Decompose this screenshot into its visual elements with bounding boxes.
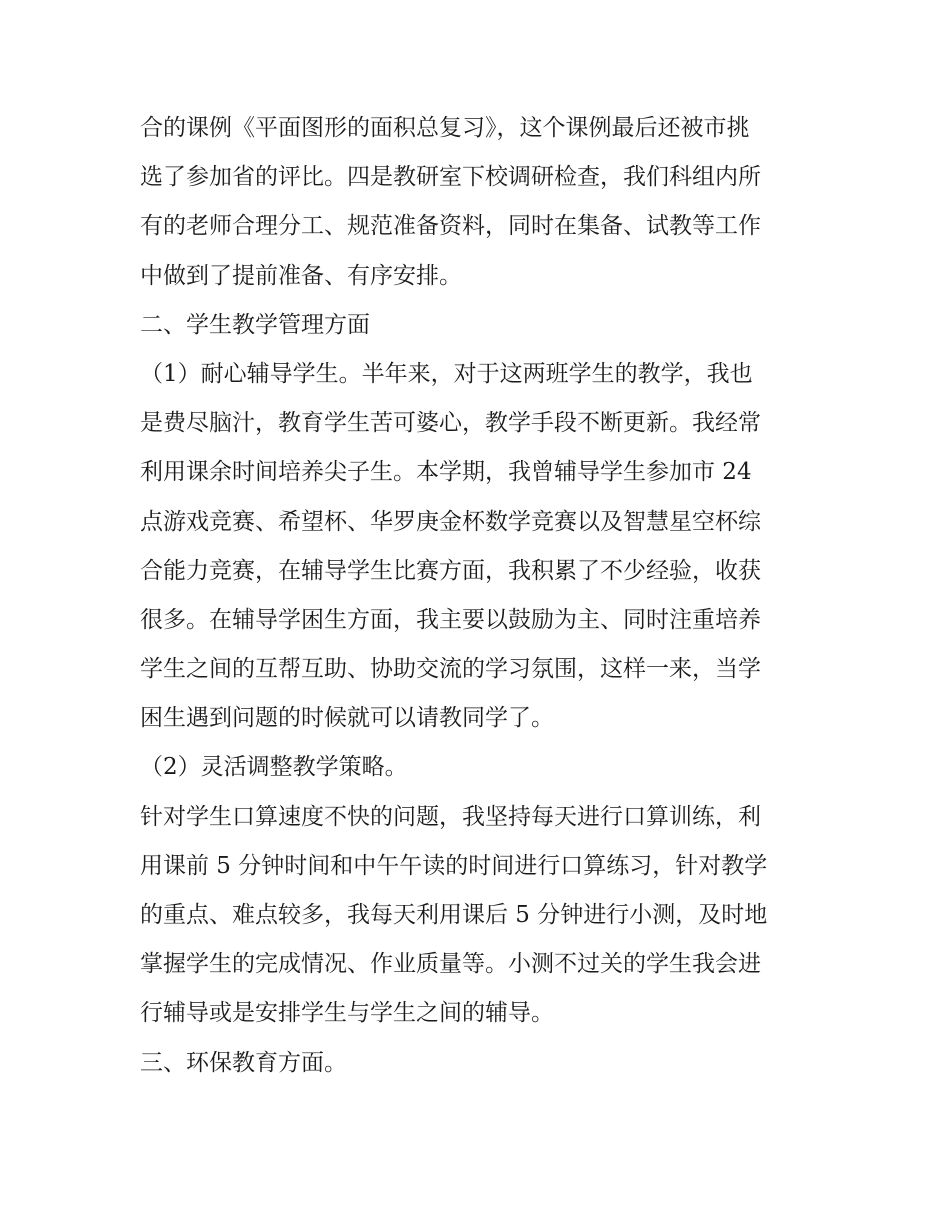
- text-line: 行辅导或是安排学生与学生之间的辅导。: [140, 1000, 554, 1027]
- text-line: 有的老师合理分工、规范准备资料，同时在集备、试教等工作: [140, 213, 761, 240]
- text-line: 困生遇到问题的时候就可以请教同学了。: [140, 705, 554, 732]
- text-line: 选了参加省的评比。四是教研室下校调研检查，我们科组内所: [140, 164, 761, 191]
- text-line: 的重点、难点较多，我每天利用课后 5 分钟进行小测，及时地: [140, 902, 768, 928]
- text-line: 利用课余时间培养尖子生。本学期，我曾辅导学生参加市 24: [140, 459, 752, 486]
- document-body: [140, 104, 812, 1088]
- text-line: 点游戏竞赛、希望杯、华罗庚金杯数学竞赛以及智慧星空杯综: [140, 508, 761, 535]
- text-line: 用课前 5 分钟时间和中午午读的时间进行口算练习，针对教学: [140, 852, 768, 879]
- text-line: 针对学生口算速度不快的问题，我坚持每天进行口算训练，利: [140, 803, 761, 830]
- text-line: 中做到了提前准备、有序安排。: [140, 262, 462, 289]
- text-line: 合的课例《平面图形的面积总复习》，这个课例最后还被市挑: [140, 115, 750, 141]
- subsection-heading: （2）灵活调整教学策略。: [140, 754, 408, 781]
- section-heading: 二、学生教学管理方面: [140, 311, 370, 338]
- text-line: （1）耐心辅导学生。半年来，对于这两班学生的教学，我也: [140, 360, 753, 387]
- text-line: 掌握学生的完成情况、作业质量等。小测不过关的学生我会进: [140, 951, 761, 978]
- section-heading: 三、环保教育方面。: [140, 1049, 347, 1076]
- text-line: 是费尽脑汁，教育学生苦可婆心，教学手段不断更新。我经常: [140, 410, 761, 437]
- text-line: 合能力竞赛，在辅导学生比赛方面，我积累了不少经验，收获: [140, 557, 761, 584]
- text-line: 很多。在辅导学困生方面，我主要以鼓励为主、同时注重培养: [140, 606, 761, 633]
- text-line: 学生之间的互帮互助、协助交流的学习氛围，这样一来，当学: [140, 656, 761, 683]
